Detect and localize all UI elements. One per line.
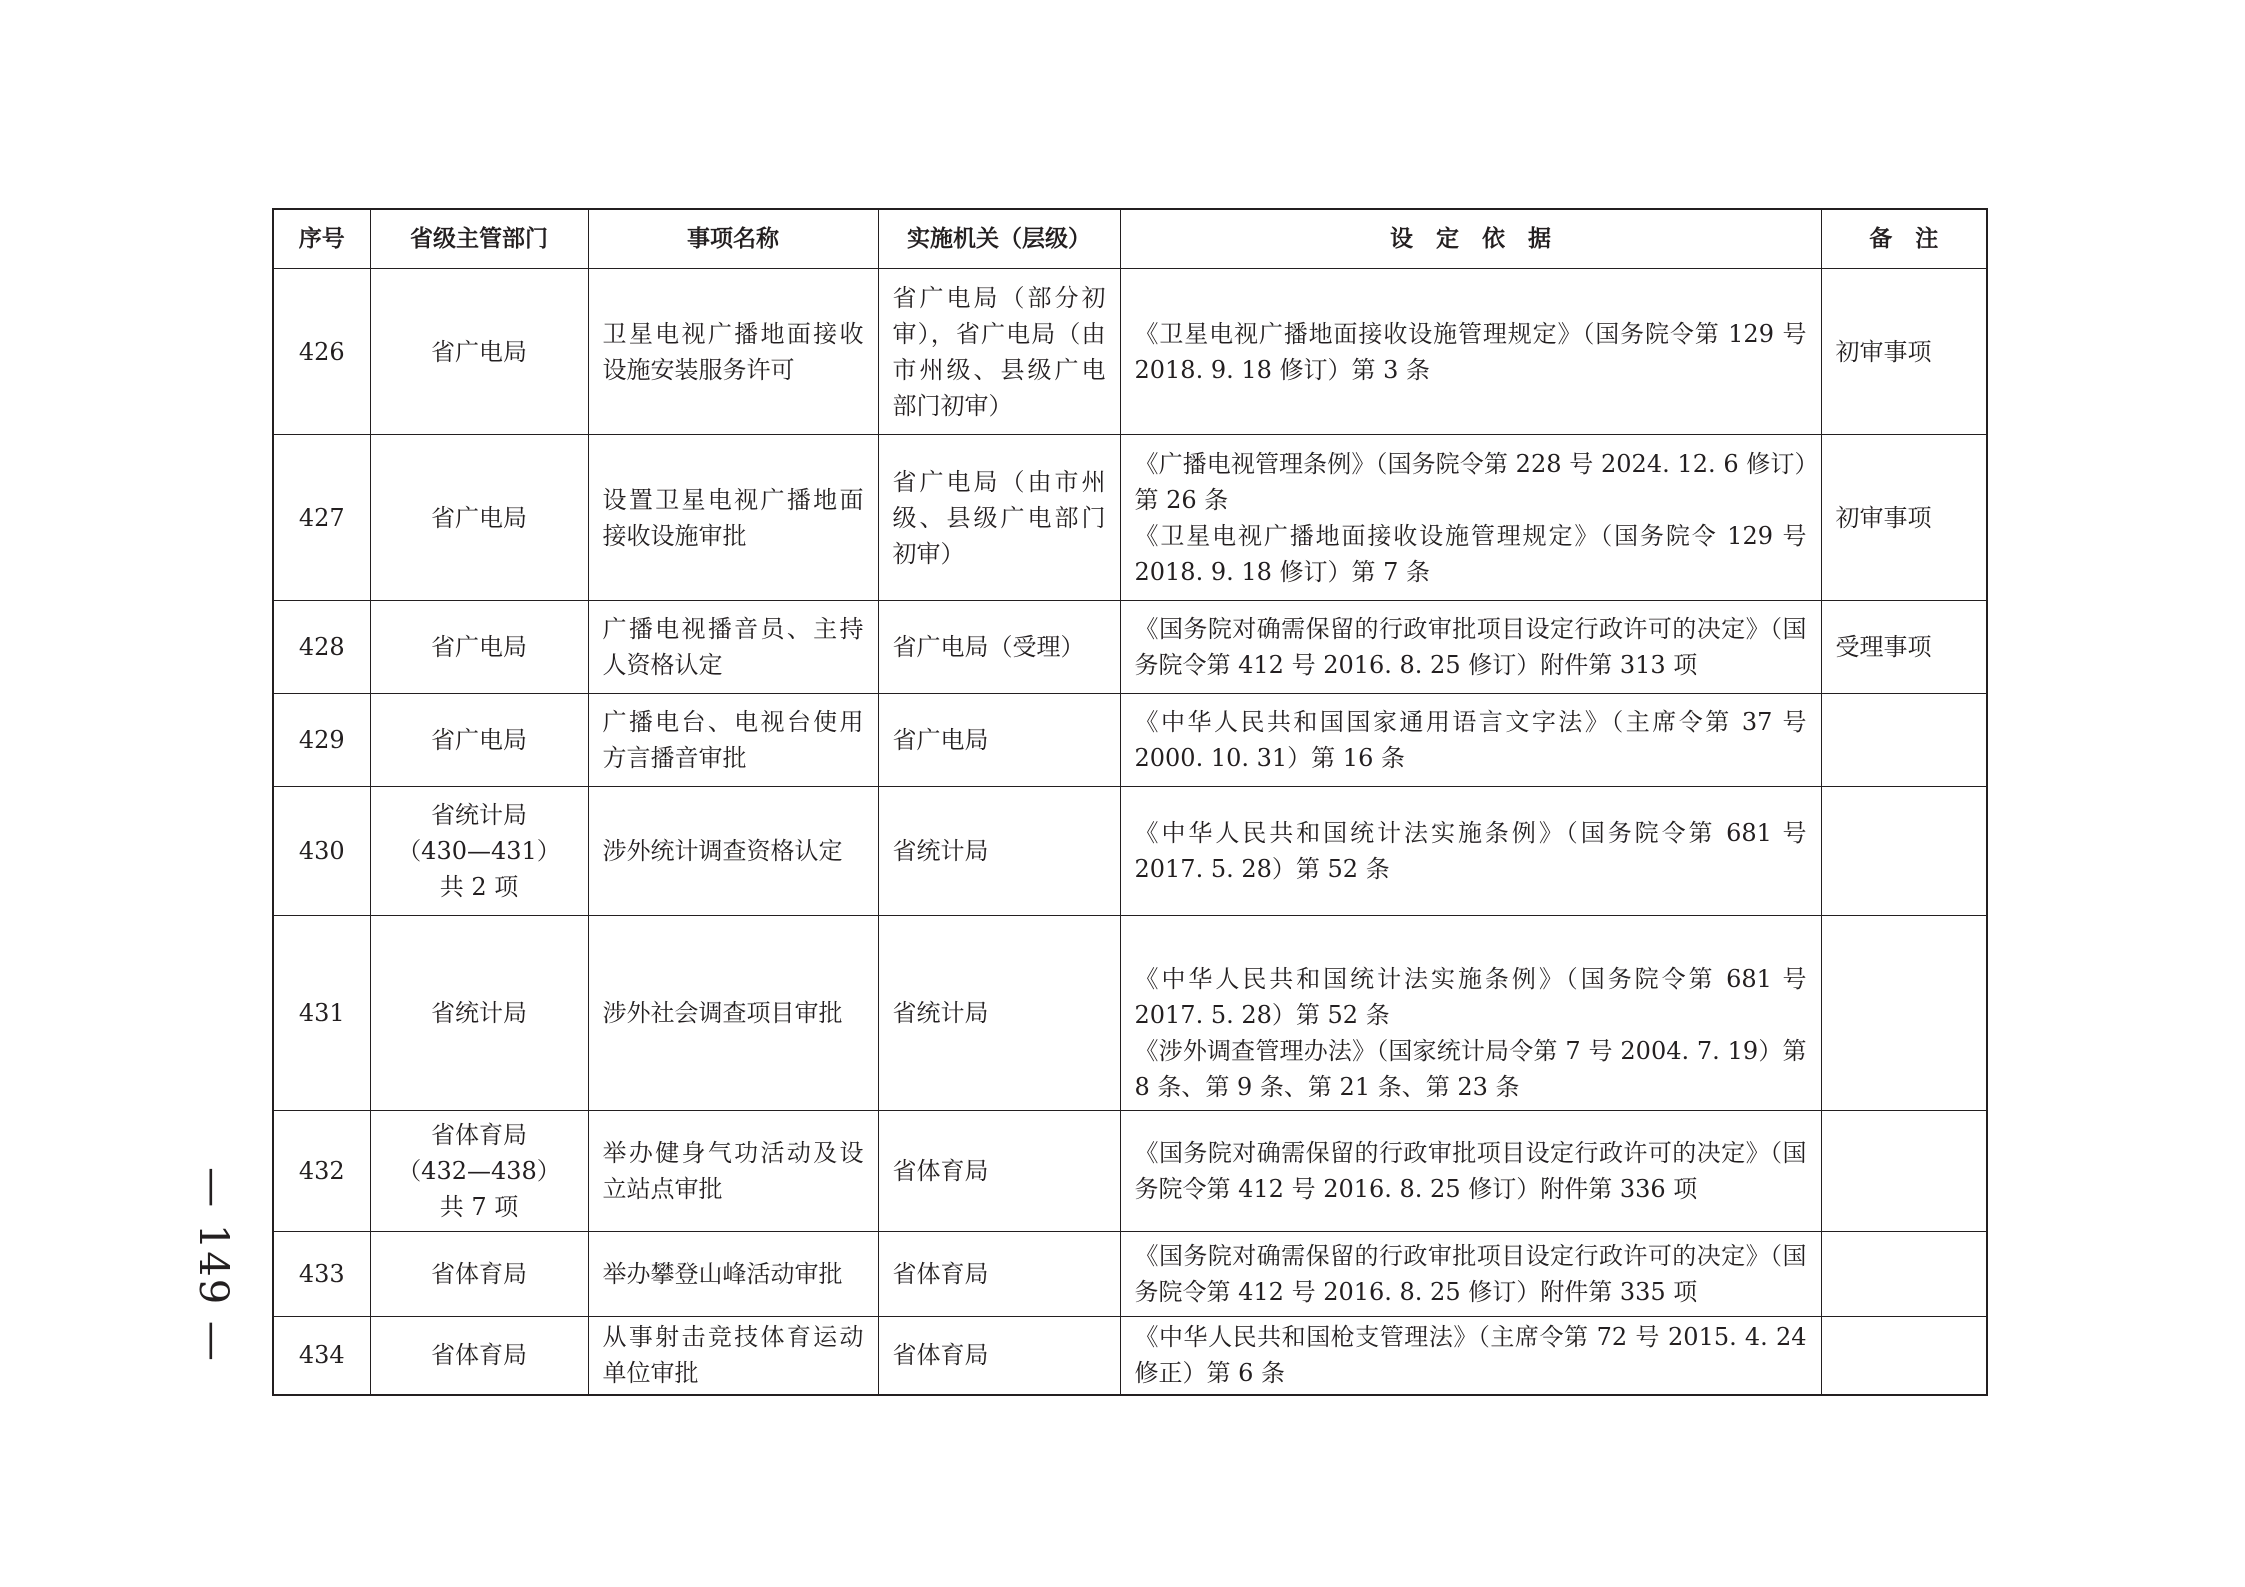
cell-remarks: 初审事项 [1821, 269, 1987, 435]
cell-item-name: 广播电台、电视台使用方言播音审批 [588, 694, 878, 787]
department-count: 共 2 项 [439, 873, 519, 901]
cell-department: 省广电局 [370, 601, 588, 694]
cell-remarks [1821, 916, 1987, 1111]
header-item-name: 事项名称 [588, 209, 878, 269]
cell-legal-basis [1120, 1317, 1821, 1395]
cell-serial-number: 428 [273, 601, 370, 694]
page-number [188, 1167, 238, 1363]
cell-item-name: 举办攀登山峰活动审批 [588, 1232, 878, 1317]
cell-item-name: 设置卫星电视广播地面接收设施审批 [588, 435, 878, 601]
cell-department [370, 1111, 588, 1232]
cell-department: 省体育局 [370, 1317, 588, 1395]
cell-legal-basis [1120, 787, 1821, 916]
legal-basis-entry: 《卫星电视广播地面接收设施管理规定》（国务院令 129 号 2018. 9. 18 修订）第 7 条 [1134, 521, 1807, 586]
header-remarks: 备 注 [1821, 209, 1987, 269]
cell-remarks [1821, 694, 1987, 787]
legal-basis-entry: 《广播电视管理条例》（国务院令第 228 号 2024. 12. 6 修订）第 26 条 [1134, 449, 1807, 514]
department-count: 共 7 项 [439, 1193, 519, 1221]
cell-remarks: 初审事项 [1821, 435, 1987, 601]
table-header-row [273, 209, 1987, 269]
cell-legal-basis [1120, 601, 1821, 694]
cell-implementing-agency: 省体育局 [878, 1111, 1120, 1232]
cell-item-name: 涉外社会调查项目审批 [588, 916, 878, 1111]
cell-implementing-agency: 省广电局（由市州级、县级广电部门初审） [878, 435, 1120, 601]
cell-legal-basis [1120, 435, 1821, 601]
table-row [273, 1111, 1987, 1232]
department-range: （432—438） [397, 1157, 561, 1185]
cell-department: 省体育局 [370, 1232, 588, 1317]
cell-department: 省统计局 [370, 916, 588, 1111]
legal-basis-entry: 《中华人民共和国枪支管理法》（主席令第 72 号 2015. 4. 24 修正）第 6 条 [1134, 1323, 1807, 1388]
department-name: 省体育局 [431, 1121, 527, 1149]
legal-basis-entry: 《国务院对确需保留的行政审批项目设定行政许可的决定》（国务院令第 412 号 2016. 8. 25 修订）附件第 336 项 [1134, 1139, 1807, 1203]
cell-serial-number: 427 [273, 435, 370, 601]
cell-legal-basis [1120, 916, 1821, 1111]
cell-legal-basis [1120, 1232, 1821, 1317]
cell-serial-number: 431 [273, 916, 370, 1111]
cell-remarks [1821, 787, 1987, 916]
legal-basis-entry: 《卫星电视广播地面接收设施管理规定》（国务院令第 129 号 2018. 9. 18 修订）第 3 条 [1134, 319, 1807, 384]
cell-implementing-agency: 省广电局（受理） [878, 601, 1120, 694]
cell-implementing-agency: 省广电局（部分初审），省广电局（由市州级、县级广电部门初审） [878, 269, 1120, 435]
cell-serial-number: 429 [273, 694, 370, 787]
legal-basis-entry: 《国务院对确需保留的行政审批项目设定行政许可的决定》（国务院令第 412 号 2016. 8. 25 修订）附件第 335 项 [1134, 1242, 1807, 1306]
table-row [273, 601, 1987, 694]
legal-basis-entry: 《涉外调查管理办法》（国家统计局令第 7 号 2004. 7. 19）第 8 条、第 9 条、第 21 条、第 23 条 [1134, 1037, 1807, 1101]
table-row [273, 787, 1987, 916]
cell-implementing-agency: 省体育局 [878, 1317, 1120, 1395]
cell-remarks [1821, 1317, 1987, 1395]
table-row [273, 916, 1987, 1111]
legal-basis-entry: 《中华人民共和国统计法实施条例》（国务院令第 681 号 2017. 5. 28）第 52 条 [1134, 819, 1807, 883]
header-department: 省级主管部门 [370, 209, 588, 269]
cell-department [370, 787, 588, 916]
cell-serial-number: 433 [273, 1232, 370, 1317]
cell-implementing-agency: 省统计局 [878, 916, 1120, 1111]
cell-remarks [1821, 1232, 1987, 1317]
table-row [273, 435, 1987, 601]
cell-item-name: 卫星电视广播地面接收设施安装服务许可 [588, 269, 878, 435]
cell-implementing-agency: 省体育局 [878, 1232, 1120, 1317]
cell-implementing-agency: 省广电局 [878, 694, 1120, 787]
cell-item-name: 从事射击竞技体育运动单位审批 [588, 1317, 878, 1395]
cell-department: 省广电局 [370, 694, 588, 787]
page-number-text: — 149 — [190, 1167, 236, 1363]
department-name: 省统计局 [431, 801, 527, 829]
header-legal-basis: 设 定 依 据 [1120, 209, 1821, 269]
cell-department: 省广电局 [370, 435, 588, 601]
department-range: （430—431） [397, 837, 561, 865]
approval-items-table [272, 208, 1988, 1396]
legal-basis-entry: 《中华人民共和国统计法实施条例》（国务院令第 681 号 2017. 5. 28）第 52 条 [1134, 965, 1807, 1029]
table-row [273, 1317, 1987, 1395]
header-implementing-agency: 实施机关（层级） [878, 209, 1120, 269]
table-row [273, 694, 1987, 787]
table-row [273, 1232, 1987, 1317]
cell-implementing-agency: 省统计局 [878, 787, 1120, 916]
cell-legal-basis [1120, 1111, 1821, 1232]
cell-item-name: 涉外统计调查资格认定 [588, 787, 878, 916]
header-serial-number: 序号 [273, 209, 370, 269]
cell-serial-number: 432 [273, 1111, 370, 1232]
cell-serial-number: 434 [273, 1317, 370, 1395]
table-row [273, 269, 1987, 435]
cell-item-name: 广播电视播音员、主持人资格认定 [588, 601, 878, 694]
cell-item-name: 举办健身气功活动及设立站点审批 [588, 1111, 878, 1232]
cell-serial-number: 430 [273, 787, 370, 916]
cell-legal-basis [1120, 269, 1821, 435]
legal-basis-entry: 《国务院对确需保留的行政审批项目设定行政许可的决定》（国务院令第 412 号 2016. 8. 25 修订）附件第 313 项 [1134, 615, 1807, 679]
cell-remarks [1821, 1111, 1987, 1232]
legal-basis-entry: 《中华人民共和国国家通用语言文字法》（主席令第 37 号 2000. 10. 31）第 16 条 [1134, 708, 1807, 772]
cell-serial-number: 426 [273, 269, 370, 435]
cell-remarks: 受理事项 [1821, 601, 1987, 694]
cell-legal-basis [1120, 694, 1821, 787]
cell-department: 省广电局 [370, 269, 588, 435]
